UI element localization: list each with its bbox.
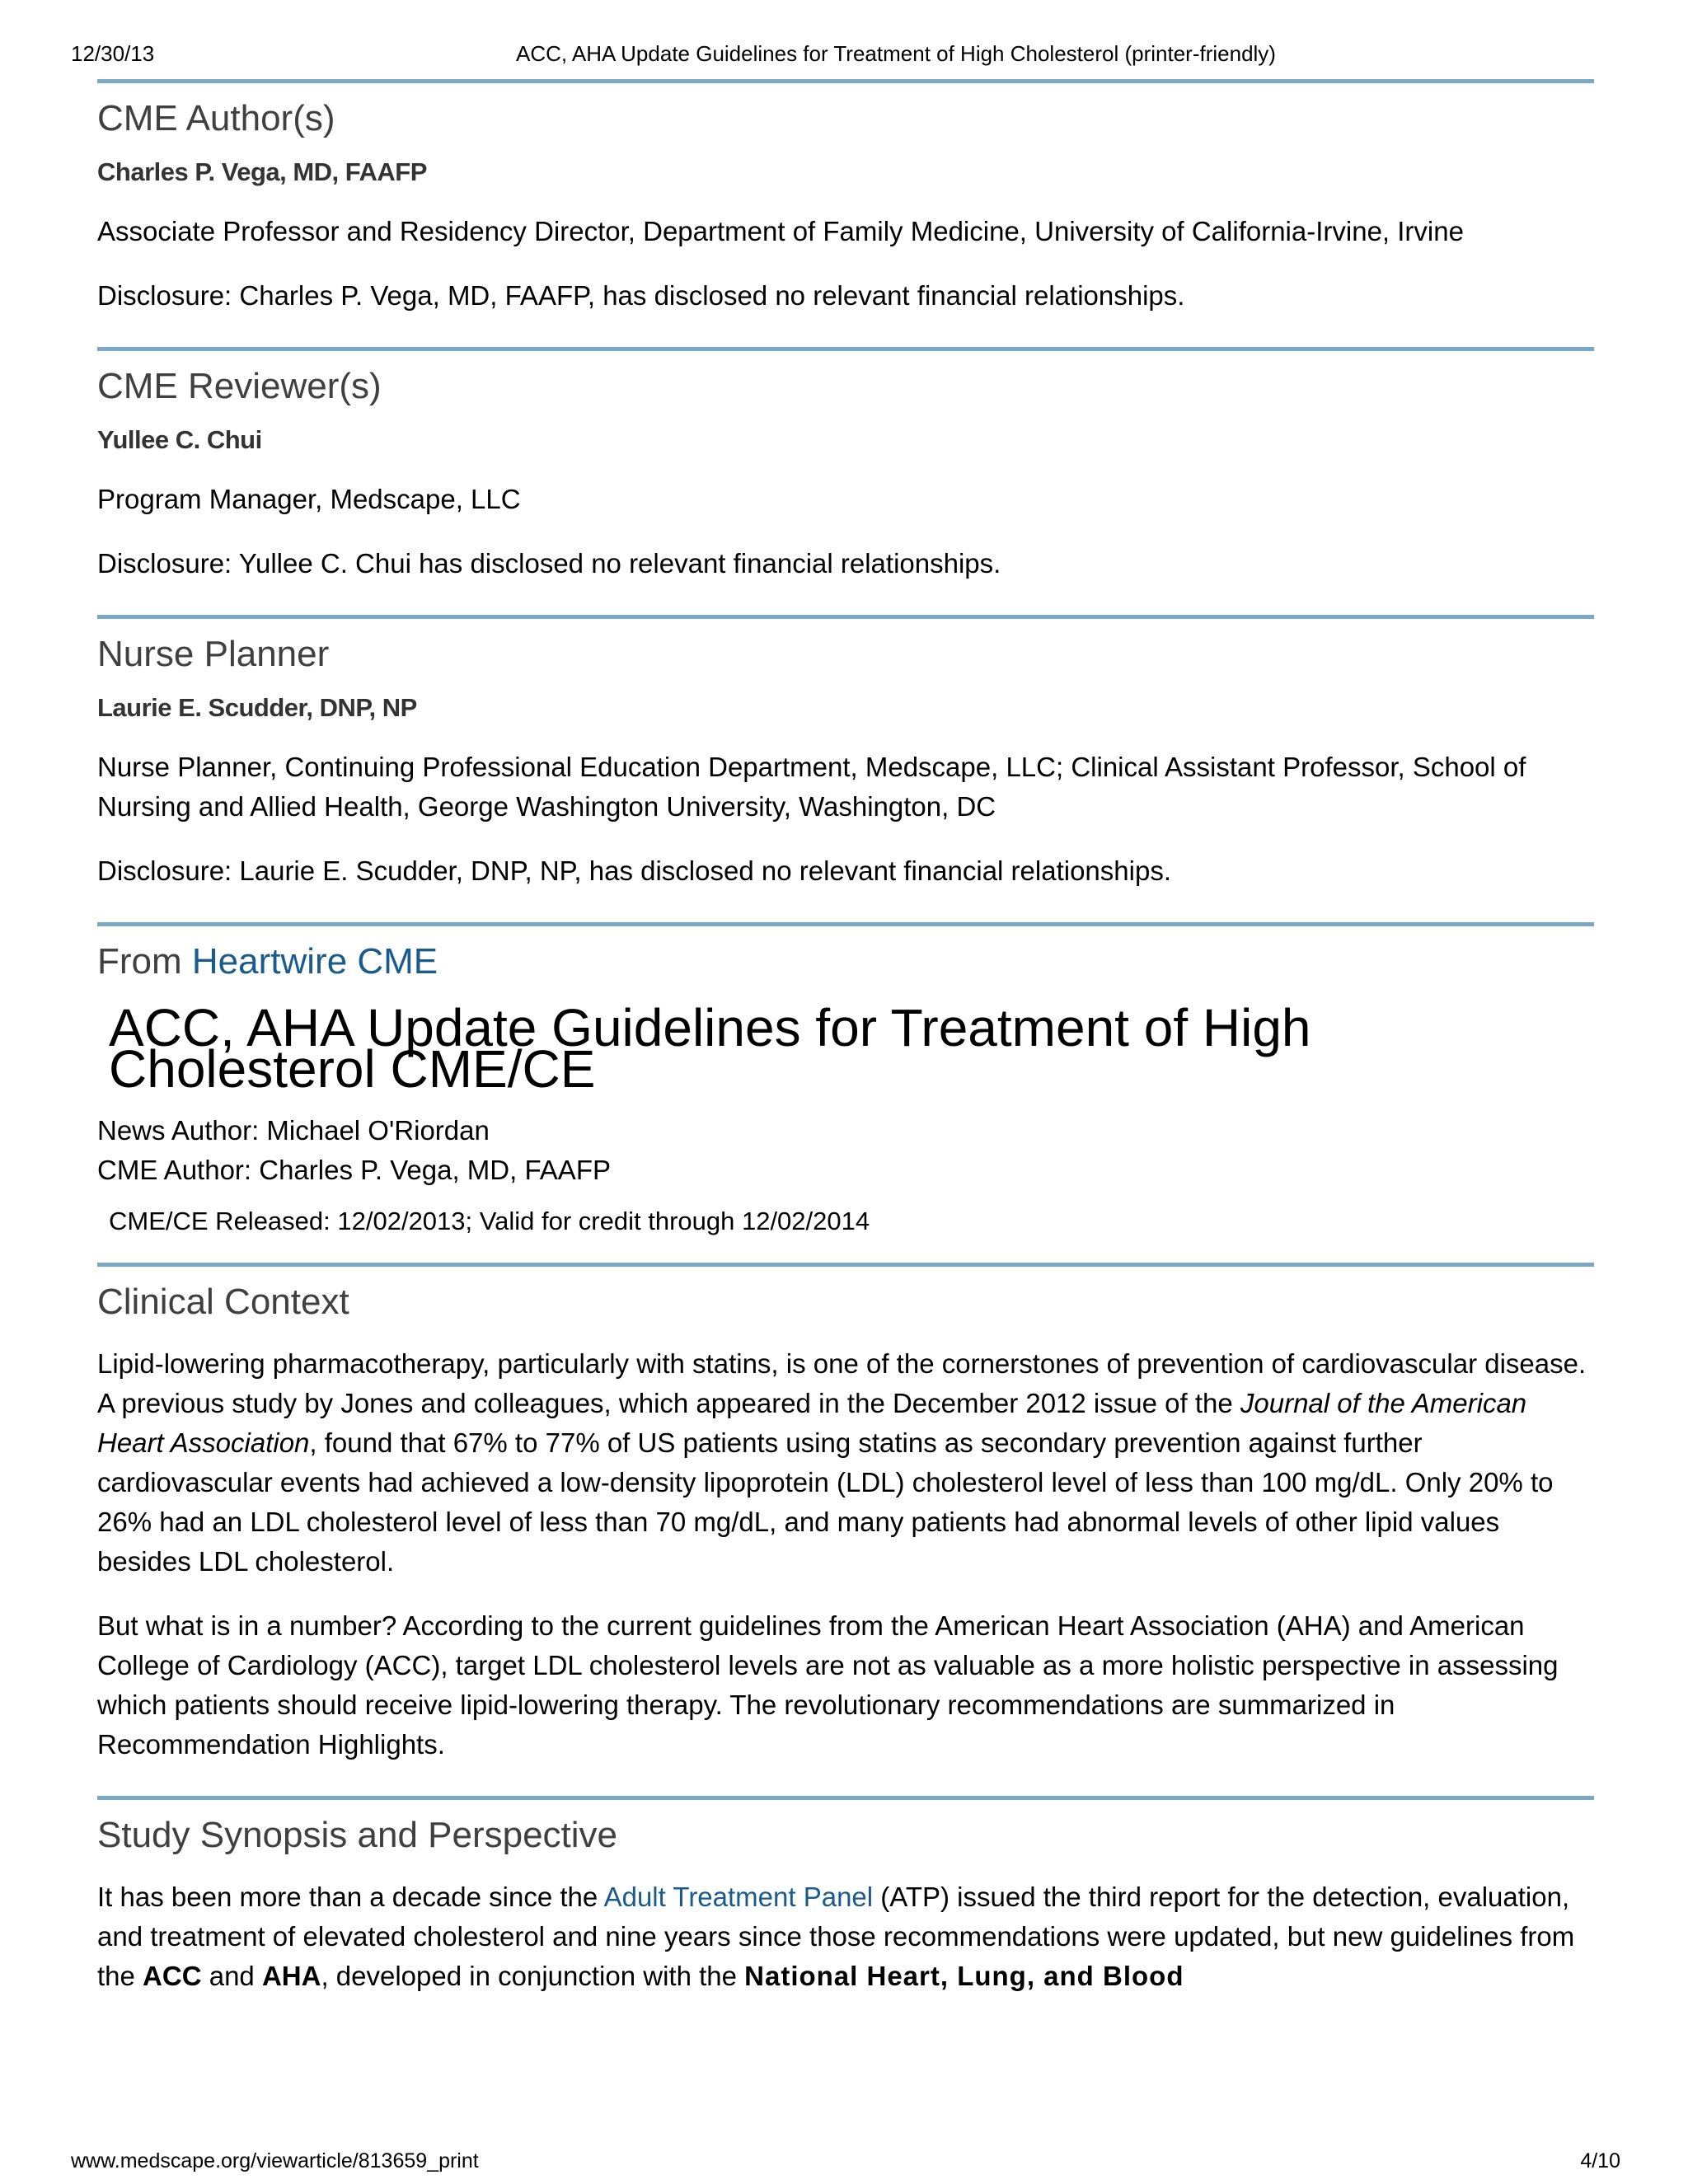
adult-treatment-panel-link[interactable]: Adult Treatment Panel xyxy=(603,1882,874,1912)
nurse-planner-heading: Nurse Planner xyxy=(97,634,330,674)
nurse-planner-affiliation: Nurse Planner, Continuing Professional Education Department, Medscape, LLC; Clinical Assistant Professor, School of Nursing and Allied Health, George Washington University, Washington, DC xyxy=(97,752,1526,822)
section-divider xyxy=(97,922,1594,926)
cme-reviewer-affiliation: Program Manager, Medscape, LLC xyxy=(97,484,521,514)
section-divider xyxy=(97,1796,1594,1800)
cme-authors-heading: CME Author(s) xyxy=(97,98,335,138)
clinical-context-heading: Clinical Context xyxy=(97,1282,349,1322)
page-number: 4/10 xyxy=(1580,2149,1620,2172)
heartwire-cme-link[interactable]: Heartwire CME xyxy=(191,941,438,982)
nurse-planner-disclosure: Disclosure: Laurie E. Scudder, DNP, NP, has disclosed no relevant financial relationships. xyxy=(97,855,1171,886)
study-synopsis-paragraph: It has been more than a decade since the Adult Treatment Panel (ATP) issued the third report for the detection, evaluation, and treatment of elevated cholesterol and nine years since those recommendations were updated, but new guidelines from the ACC and AHA, developed in conjunction with the National Heart, Lung, and Blood xyxy=(97,1882,1575,1991)
section-divider xyxy=(97,79,1594,83)
print-title: ACC, AHA Update Guidelines for Treatment of High Cholesterol (printer-friendly) xyxy=(516,41,1276,66)
section-divider xyxy=(97,347,1594,351)
release-date: CME/CE Released: 12/02/2013; Valid for credit through 12/02/2014 xyxy=(109,1207,870,1235)
section-divider xyxy=(97,615,1594,619)
cme-author-name: Charles P. Vega, MD, FAAFP xyxy=(97,157,427,186)
journal-name: Journal of the American Heart Association xyxy=(97,1388,1527,1458)
nurse-planner-name: Laurie E. Scudder, DNP, NP xyxy=(97,693,417,722)
cme-author-affiliation: Associate Professor and Residency Director, Department of Family Medicine, University of California-Irvine, Irvine xyxy=(97,216,1464,246)
cme-reviewers-heading: CME Reviewer(s) xyxy=(97,366,382,406)
page-url: www.medscape.org/viewarticle/813659_print xyxy=(71,2149,479,2172)
cme-reviewer-name: Yullee C. Chui xyxy=(97,425,262,454)
source-prefix: From xyxy=(97,941,192,982)
clinical-context-paragraph-1: Lipid-lowering pharmacotherapy, particularly with statins, is one of the cornerstones of prevention of cardiovascular disease. A previous study by Jones and colleagues, which appeared in the December 2012 issue of the Journal of the American Heart Association, found that 67% to 77% of US patients using statins as secondary prevention against further cardiovascular events had achieved a low-density lipoprotein (LDL) cholesterol level of less than 100 mg/dL. Only 20% to 26% had an LDL cholesterol level of less than 70 mg/dL, and many patients had abnormal levels of other lipid values besides LDL cholesterol. xyxy=(97,1348,1587,1577)
cme-reviewer-disclosure: Disclosure: Yullee C. Chui has disclosed no relevant financial relationships. xyxy=(97,548,1001,579)
source-line xyxy=(97,938,1594,986)
news-author: News Author: Michael O'Riordan xyxy=(97,1115,490,1146)
section-divider xyxy=(97,1263,1594,1267)
study-synopsis-heading: Study Synopsis and Perspective xyxy=(97,1815,618,1855)
clinical-context-paragraph-2: But what is in a number? According to the current guidelines from the American Heart Association (AHA) and American College of Cardiology (ACC), target LDL cholesterol levels are not as valuable as a more holistic perspective in assessing which patients should receive lipid-lowering therapy. The revolutionary recommendations are summarized in Recommendation Highlights. xyxy=(97,1610,1559,1760)
print-date: 12/30/13 xyxy=(71,41,155,66)
article-content xyxy=(97,79,1594,1996)
cme-author-byline: CME Author: Charles P. Vega, MD, FAAFP xyxy=(97,1155,611,1185)
page-header xyxy=(71,41,1587,74)
article-title: ACC, AHA Update Guidelines for Treatment of High Cholesterol CME/CE xyxy=(109,998,1311,1099)
cme-author-disclosure: Disclosure: Charles P. Vega, MD, FAAFP, has disclosed no relevant financial relationships. xyxy=(97,280,1185,311)
